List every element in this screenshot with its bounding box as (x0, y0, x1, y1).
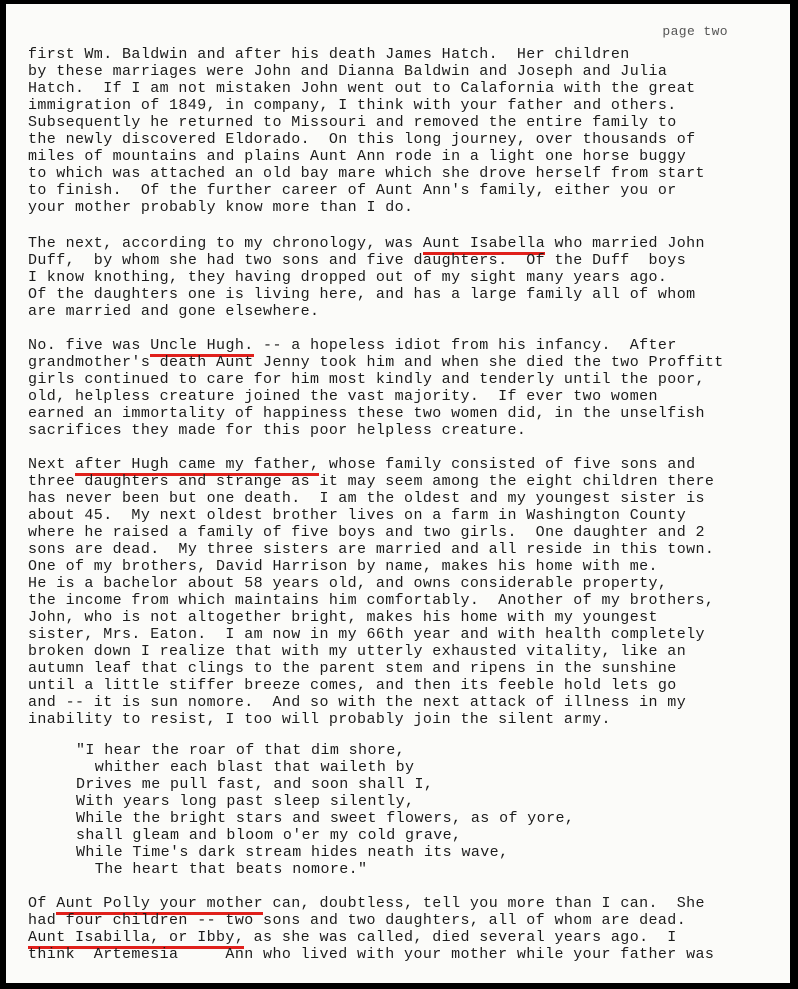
paragraph-line: sacrifices they made for this poor helpless creature. (28, 422, 527, 439)
paragraph-line: Hatch. If I am not mistaken John went out to Calafornia with the great (28, 80, 696, 97)
paragraph-line: by these marriages were John and Dianna Baldwin and Joseph and Julia (28, 63, 668, 80)
paragraph-line: Subsequently he returned to Missouri and removed the entire family to (28, 114, 677, 131)
paragraph-line: are married and gone elsewhere. (28, 303, 320, 320)
poem-line: With years long past sleep silently, (76, 793, 415, 810)
paragraph-line: One of my brothers, David Harrison by name, makes his home with me. (28, 558, 658, 575)
paragraph-line: where he raised a family of five boys and two girls. One daughter and 2 (28, 524, 705, 541)
poem-line: While Time's dark stream hides neath its wave, (76, 844, 509, 861)
paragraph-line: sister, Mrs. Eaton. I am now in my 66th year and with health completely (28, 626, 705, 643)
paragraph-line: He is a bachelor about 58 years old, and owns considerable property, (28, 575, 668, 592)
paragraph-line: had four children -- two sons and two daughters, all of whom are dead. (28, 912, 687, 929)
document-page (6, 4, 790, 983)
paragraph-line: think Artemesia Ann who lived with your mother while your father was (28, 946, 715, 963)
line-text: -- a hopeless idiot from his infancy. After (253, 337, 677, 354)
paragraph-line: autumn leaf that clings to the parent stem and ripens in the sunshine (28, 660, 677, 677)
line-text: Next (28, 456, 76, 473)
line-text: No. five was (28, 337, 151, 354)
line-text: as she was called, died several years ago. I (244, 929, 677, 946)
paragraph-line: the newly discovered Eldorado. On this long journey, over thousands of (28, 131, 696, 148)
paragraph-line: inability to resist, I too will probably join the silent army. (28, 711, 611, 728)
paragraph-line: about 45. My next oldest brother lives on a farm in Washington County (28, 507, 687, 524)
underlined-phrase: Aunt Polly your mother (56, 895, 263, 915)
paragraph-line: to which was attached an old bay mare which she drove herself from start (28, 165, 705, 182)
paragraph-line: Duff, by whom she had two sons and five daughters. Of the Duff boys (28, 252, 687, 269)
paragraph-line (28, 337, 677, 354)
underlined-phrase: Aunt Isabilla, or Ibby, (28, 929, 244, 949)
paragraph-line: broken down I realize that with my utterly exhausted vitality, like an (28, 643, 687, 660)
line-text: The next, according to my chronology, was (28, 235, 423, 252)
underlined-phrase: Uncle Hugh. (150, 337, 253, 357)
line-text: whose family consisted of five sons and (319, 456, 696, 473)
poem-line: While the bright stars and sweet flowers, as of yore, (76, 810, 575, 827)
underlined-phrase: after Hugh came my father, (75, 456, 319, 476)
line-text: who married John (545, 235, 705, 252)
paragraph-line: John, who is not altogether bright, makes his home with my youngest (28, 609, 658, 626)
paragraph-line: immigration of 1849, in company, I think with your father and others. (28, 97, 677, 114)
paragraph-line: until a little stiffer breeze comes, and then its feeble hold lets go (28, 677, 677, 694)
poem-line: Drives me pull fast, and soon shall I, (76, 776, 434, 793)
paragraph-line: and -- it is sun nomore. And so with the next attack of illness in my (28, 694, 687, 711)
poem-line: "I hear the roar of that dim shore, (76, 742, 406, 759)
paragraph-line: has never been but one death. I am the oldest and my youngest sister is (28, 490, 705, 507)
paragraph-line: earned an immortality of happiness these two women did, in the unselfish (28, 405, 705, 422)
paragraph-line: your mother probably know more than I do. (28, 199, 414, 216)
paragraph-line: three daughters and strange as it may seem among the eight children there (28, 473, 715, 490)
poem-line: shall gleam and bloom o'er my cold grave, (76, 827, 462, 844)
paragraph-line: to finish. Of the further career of Aunt Ann's family, either you or (28, 182, 677, 199)
paragraph-line: I know knothing, they having dropped out of my sight many years ago. (28, 269, 668, 286)
paragraph-line (28, 456, 696, 473)
underlined-phrase: Aunt Isabella (423, 235, 545, 255)
paragraph-line (28, 929, 677, 946)
page-number: page two (662, 24, 728, 39)
paragraph-line: sons are dead. My three sisters are married and all reside in this town. (28, 541, 715, 558)
paragraph-line (28, 235, 705, 252)
paragraph-line: Of the daughters one is living here, and has a large family all of whom (28, 286, 696, 303)
paragraph-line: girls continued to care for him most kindly and tenderly until the poor, (28, 371, 705, 388)
poem-line: The heart that beats nomore." (76, 861, 368, 878)
line-text: can, doubtless, tell you more than I can. She (263, 895, 705, 912)
paragraph-line: old, helpless creature joined the vast majority. If ever two women (28, 388, 658, 405)
paragraph-line: miles of mountains and plains Aunt Ann rode in a light one horse buggy (28, 148, 687, 165)
paragraph-line: grandmother's death Aunt Jenny took him and when she died the two Proffitt (28, 354, 724, 371)
paragraph-line: first Wm. Baldwin and after his death James Hatch. Her children (28, 46, 630, 63)
paragraph-line (28, 895, 705, 912)
poem-line: whither each blast that waileth by (76, 759, 415, 776)
paragraph-line: the income from which maintains him comfortably. Another of my brothers, (28, 592, 715, 609)
line-text: Of (28, 895, 57, 912)
